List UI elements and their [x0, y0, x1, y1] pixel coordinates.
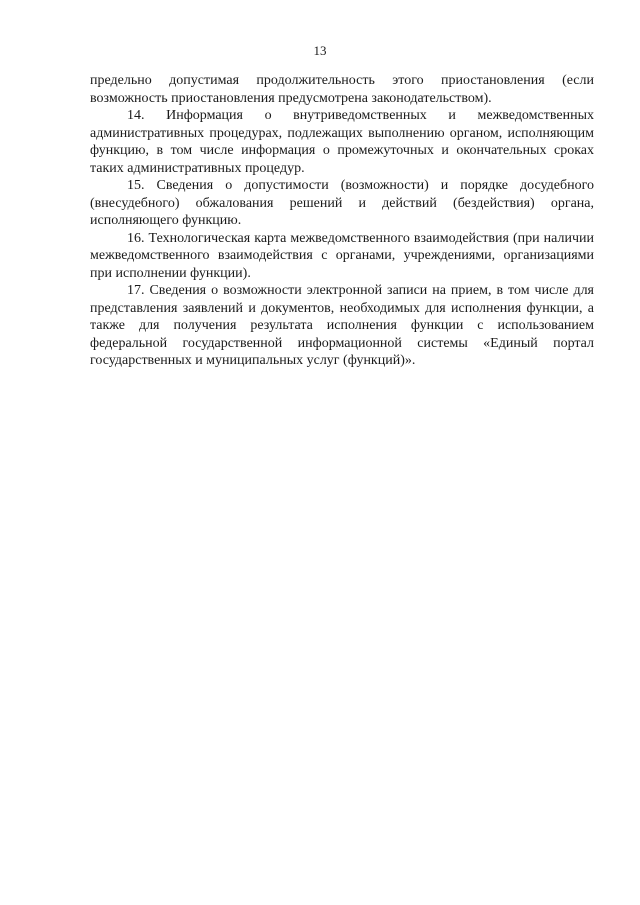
document-body [90, 72, 594, 370]
paragraph-item-15: 15. Сведения о допустимости (возможности) и порядке досудебного (внесудебного) обжалования решений и действий (бездействия) органа, исполняющего функцию. [90, 178, 594, 228]
paragraph-item-16: 16. Технологическая карта межведомственного взаимодействия (при наличии межведомственного взаимодействия с органами, учреждениями, организациями при исполнении функции). [90, 230, 594, 281]
paragraph-continuation: предельно допустимая продолжительность этого приостановления (если возможность приостановления предусмотрена законодательством). [90, 73, 594, 106]
paragraph-item-17: 17. Сведения о возможности электронной записи на прием, в том числе для представления заявлений и документов, необходимых для исполнения функции, а также для получения результата исполнения функции с использованием федеральной государственной информационной системы «Единый портал государственных и муниципальных услуг (функций)». [90, 283, 594, 368]
page-number: 13 [313, 43, 327, 58]
paragraph-item-14: 14. Информация о внутриведомственных и межведомственных административных процедурах, подлежащих выполнению органом, исполняющим функцию, в том числе информация о промежуточных и окончательных сроках таких административных процедур. [90, 108, 594, 176]
